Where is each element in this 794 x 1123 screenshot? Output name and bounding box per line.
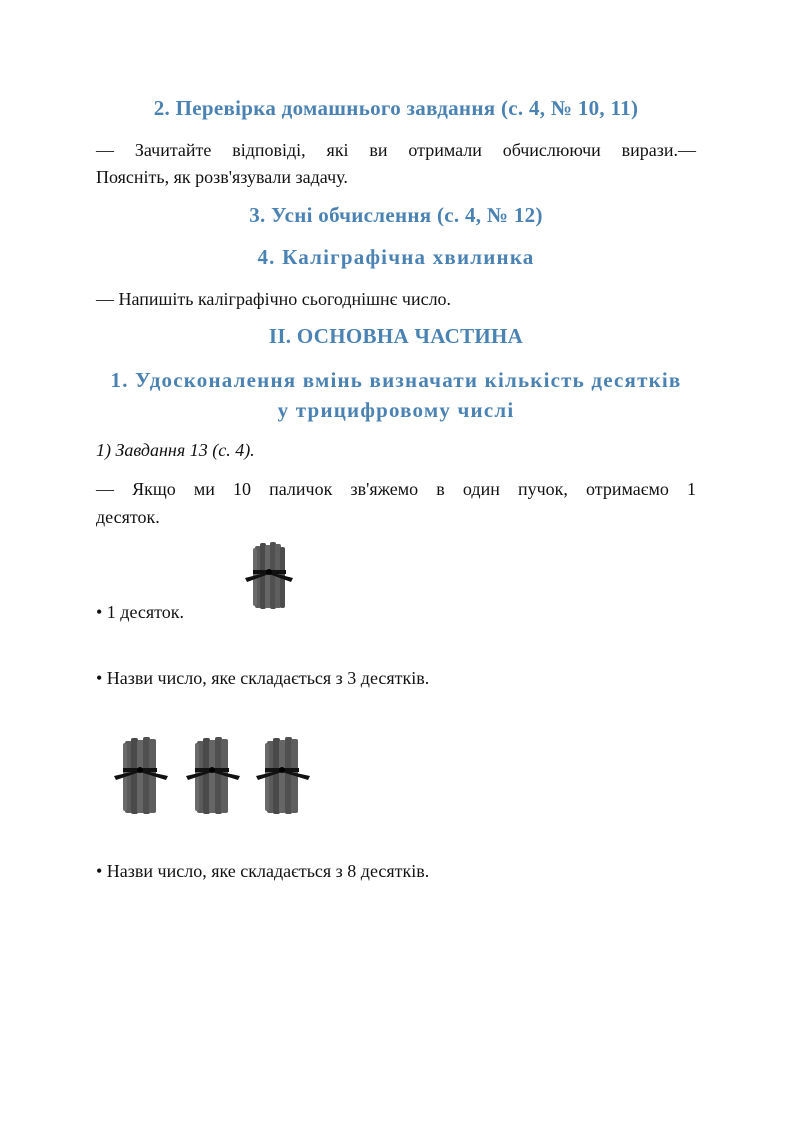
- calligraphy-text: — Напишіть каліграфічно сьогоднішнє число.: [96, 289, 452, 309]
- main-part-heading: ІІ. ОСНОВНА ЧАСТИНА: [268, 324, 524, 348]
- stick-bundle-icon: [243, 540, 295, 612]
- bullet-eight-tens: • Назви число, яке складається з 8 десятків.: [96, 861, 430, 881]
- homework-text-line1: — Зачитайте відповіді, які ви отримали обчислюючи вирази.—: [96, 140, 696, 160]
- task-text-line2: десяток.: [96, 507, 160, 527]
- homework-check-heading: 2. Перевірка домашнього завдання (с. 4, № 10, 11): [153, 96, 639, 120]
- calligraphy-heading: 4. Каліграфічна хвилинка: [257, 245, 535, 269]
- improve-heading-line1: 1. Удосконалення вмінь визначати кількість десятків: [110, 368, 682, 392]
- improve-heading-line2: у трицифровому числі: [277, 398, 515, 422]
- bullet-one-ten: • 1 десяток.: [96, 602, 185, 622]
- task-label: 1) Завдання 13 (с. 4).: [96, 440, 255, 460]
- stick-bundle-icon: [183, 735, 243, 817]
- stick-bundle-icon: [111, 735, 171, 817]
- bullet-three-tens: • Назви число, яке складається з 3 десятків.: [96, 668, 430, 688]
- homework-text-line2: Поясніть, як розв'язували задачу.: [96, 167, 348, 187]
- task-text-line1: — Якщо ми 10 паличок зв'яжемо в один пучок, отримаємо 1: [96, 479, 696, 499]
- oral-calculation-heading: 3. Усні обчислення (с. 4, № 12): [249, 203, 543, 227]
- stick-bundle-icon: [253, 735, 313, 817]
